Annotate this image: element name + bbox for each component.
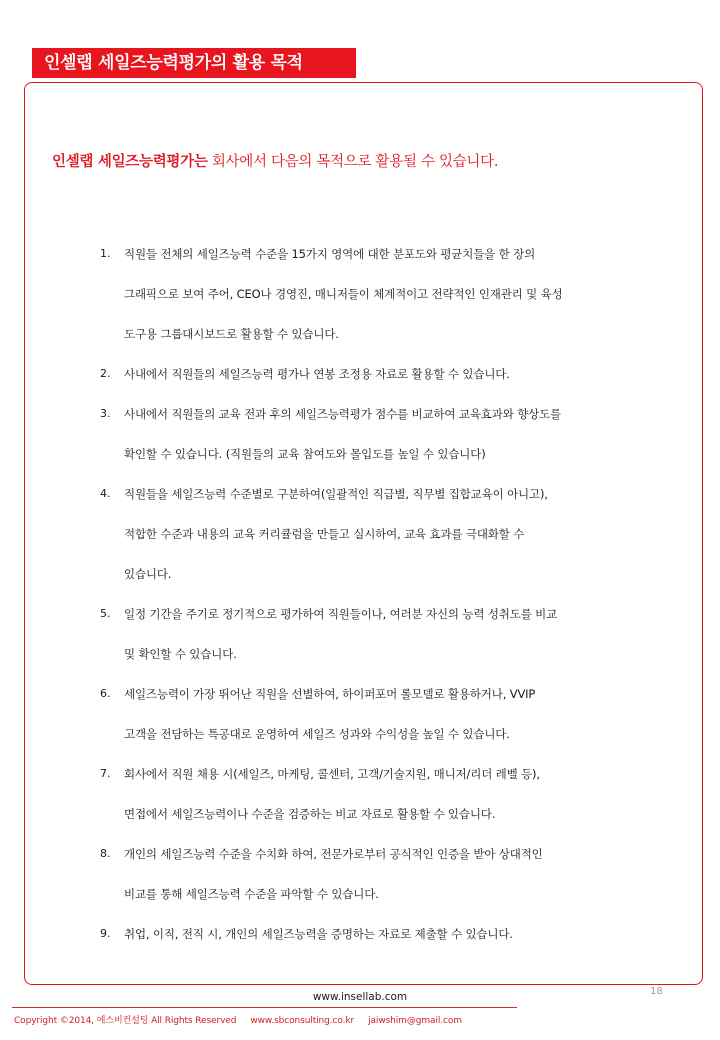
list-item-text-line: 회사에서 직원 채용 시(세일즈, 마케팅, 콜센터, 고객/기술지원, 매니저/리더 레벨 등), xyxy=(124,767,540,781)
company-url-link[interactable]: www.sbconsulting.co.kr xyxy=(250,1016,355,1026)
email-link[interactable]: jaiwshim@gmail.com xyxy=(368,1016,462,1026)
list-item-text-line: 비교를 통해 세일즈능력 수준을 파악할 수 있습니다. xyxy=(124,887,379,901)
list-item-text-line: 직원들을 세일즈능력 수준별로 구분하여(일괄적인 직급별, 직무별 집합교육이 아니고), xyxy=(124,487,548,501)
list-item xyxy=(100,234,660,354)
page-title: 인셀랩 세일즈능력평가의 활용 목적 xyxy=(32,48,356,78)
footer xyxy=(14,1013,476,1026)
list-item-number: 4. xyxy=(100,487,111,500)
intro-sentence xyxy=(52,150,498,171)
list-item-number: 8. xyxy=(100,847,111,860)
list-item-text-line: 직원들 전체의 세일즈능력 수준을 15가지 영역에 대한 분포도와 평균치들을 한 장의 xyxy=(124,247,536,261)
intro-product-name: 인셀랩 세일즈능력평가는 xyxy=(52,154,208,170)
list-item xyxy=(100,354,660,394)
page-number: 18 xyxy=(650,986,663,997)
list-item-text-line: 세일즈능력이 가장 뛰어난 직원을 선별하여, 하이퍼포머 롤모델로 활용하거나, VVIP xyxy=(124,687,536,701)
list-item-number: 5. xyxy=(100,607,111,620)
list-item-text-line: 있습니다. xyxy=(124,567,172,581)
list-item-text-line: 사내에서 직원들의 교육 전과 후의 세일즈능력평가 점수를 비교하여 교육효과와 향상도를 xyxy=(124,407,562,421)
intro-text: 회사에서 다음의 목적으로 활용될 수 있습니다. xyxy=(207,154,499,170)
list-item-text-line: 및 확인할 수 있습니다. xyxy=(124,647,237,661)
copyright-text: Copyright ©2014, 에스비컨설팅 All Rights Reserved xyxy=(14,1016,237,1026)
list-item-number: 1. xyxy=(100,247,111,260)
list-item-number: 9. xyxy=(100,927,111,940)
list-item-text-line: 적합한 수준과 내용의 교육 커리큘럼을 만들고 실시하여, 교육 효과를 극대화할 수 xyxy=(124,527,525,541)
list-item-text-line: 일정 기간을 주기로 정기적으로 평가하여 직원들이나, 여러분 자신의 능력 성취도를 비교 xyxy=(124,607,558,621)
list-item-number: 3. xyxy=(100,407,111,420)
list-item-number: 2. xyxy=(100,367,111,380)
list-item-number: 7. xyxy=(100,767,111,780)
list-item xyxy=(100,674,660,754)
website-link[interactable]: www.insellab.com xyxy=(312,991,408,1003)
list-item xyxy=(100,834,660,914)
list-item xyxy=(100,754,660,834)
list-item-text-line: 취업, 이직, 전직 시, 개인의 세일즈능력을 증명하는 자료로 제출할 수 있습니다. xyxy=(124,927,513,941)
list-item-text-line: 사내에서 직원들의 세일즈능력 평가나 연봉 조정용 자료로 활용할 수 있습니다. xyxy=(124,367,510,381)
list-item xyxy=(100,914,660,954)
list-item-text-line: 확인할 수 있습니다. (직원들의 교육 참여도와 몰입도를 높일 수 있습니다) xyxy=(124,447,486,461)
footer-divider xyxy=(12,1007,517,1008)
list-item xyxy=(100,474,660,594)
list-item-text-line: 개인의 세일즈능력 수준을 수치화 하여, 전문가로부터 공식적인 인증을 받아 상대적인 xyxy=(124,847,543,861)
list-item-text-line: 면접에서 세일즈능력이나 수준을 검증하는 비교 자료로 활용할 수 있습니다. xyxy=(124,807,496,821)
list-item-number: 6. xyxy=(100,687,111,700)
list-item xyxy=(100,594,660,674)
list-item-text-line: 도구용 그룹대시보드로 활용할 수 있습니다. xyxy=(124,327,339,341)
purpose-list xyxy=(100,234,660,954)
list-item xyxy=(100,394,660,474)
list-item-text-line: 그래픽으로 보여 주어, CEO나 경영진, 매니저들이 체계적이고 전략적인 인재관리 및 육성 xyxy=(124,287,563,301)
list-item-text-line: 고객을 전담하는 특공대로 운영하여 세일즈 성과와 수익성을 높일 수 있습니다. xyxy=(124,727,510,741)
